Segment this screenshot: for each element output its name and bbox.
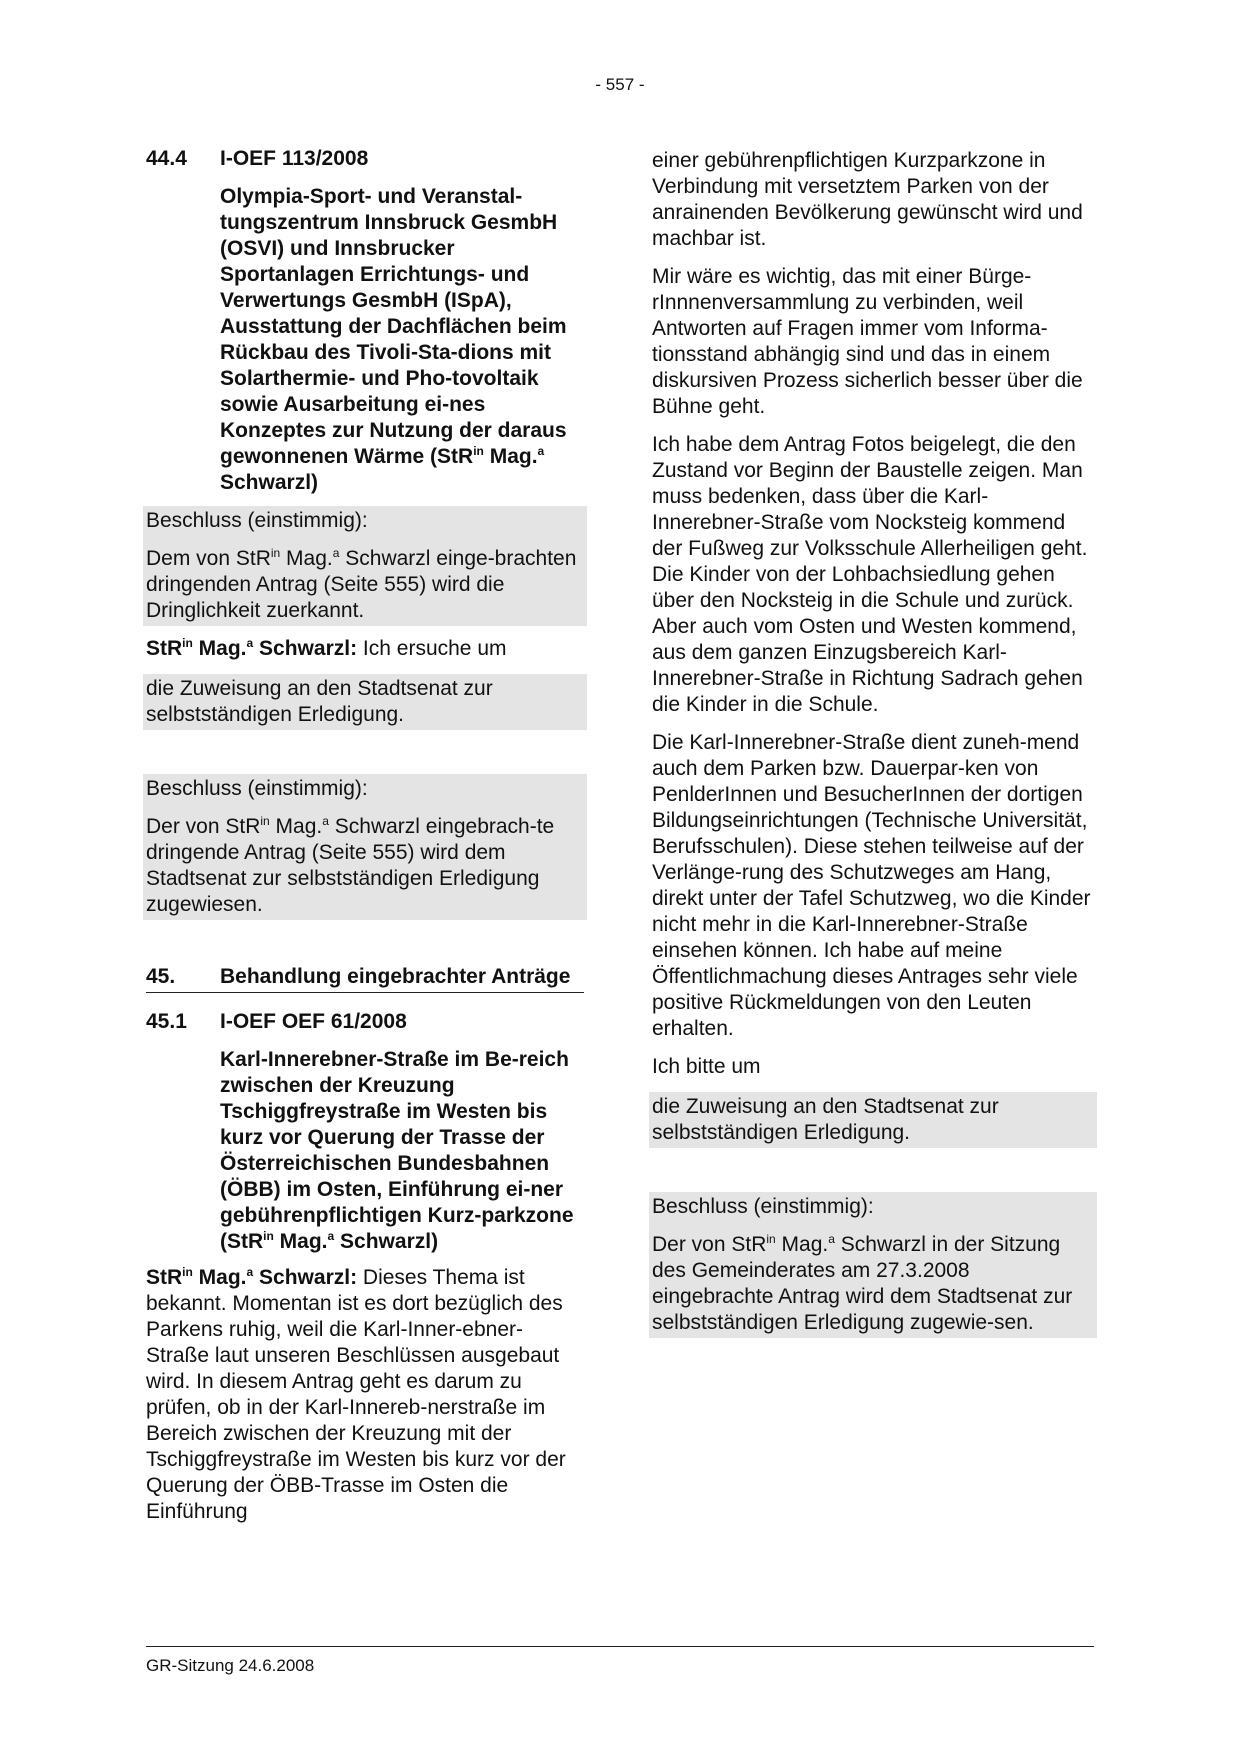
resolution-text: Dem von StR$^{in}$ Mag.$^a$ Schwarzl einge-brachten dringenden Antrag (Seite 555) wird die Dringlichkeit zuerkannt.	[146, 546, 577, 622]
resolution-label: Beschluss (einstimmig):	[652, 1195, 874, 1218]
left-column	[146, 146, 584, 1537]
request-text: die Zuweisung an den Stadtsenat zur selbstständigen Erledigung.	[652, 1095, 999, 1144]
speaker-statement: StR$^{in}$ Mag.$^a$ Schwarzl: Ich ersuche um	[146, 636, 507, 660]
resolution-text: Der von StR$^{in}$ Mag.$^a$ Schwarzl eingebrach-te dringende Antrag (Seite 555) wird dem Stadtsenat zur selbstständigen Erledigung zugewiesen.	[146, 814, 555, 916]
resolution-text: Der von StR$^{in}$ Mag.$^a$ Schwarzl in der Sitzung des Gemeinderates am 27.3.2008 eingebrachte Antrag wird dem Stadtsenat zur selbstständigen Erledigung zugewie-sen.	[652, 1232, 1073, 1334]
section-44-4-title: Olympia-Sport- und Veranstal-tungszentrum Innsbruck GesmbH (OSVI) und Innsbrucker Sportanlagen Errichtungs- und Verwertungs GesmbH (ISpA), Ausstattung der Dachflächen beim Rückbau des Tivoli-Sta-dions mit Solarthermie- und Pho-tovoltaik sowie Ausarbeitung ei-nes Konzeptes zur Nutzung der daraus gewonnenen Wärme (StR$^{in}$ Mag.$^a$ Schwarzl)	[220, 185, 567, 494]
request-text: die Zuweisung an den Stadtsenat zur selbstständigen Erledigung.	[146, 677, 493, 726]
title-text: Olympia-Sport- und Veranstal-tungszentrum Innsbruck GesmbH (OSVI) und Innsbrucker Sportanlagen Errichtungs- und Verwertungs GesmbH (ISpA), Ausstattung der Dachflächen beim Rückbau des Tivoli-Sta-dions mit Solarthermie- und Pho-tovoltaik sowie Ausarbeitung ei-nes Konzeptes zur Nutzung der daraus gewonnenen Wärme	[220, 185, 567, 468]
section-45-1-title: Karl-Innerebner-Straße im Be-reich zwischen der Kreuzung Tschiggfreystraße im Westen bis kurz vor Querung der Trasse der Österreichischen Bundesbahnen (ÖBB) im Osten, Einführung ei-ner gebührenpflichtigen Kurz-parkzone (StR$^{in}$ Mag.$^a$ Schwarzl)	[220, 1048, 574, 1253]
section-reference: I-OEF OEF 61/2008	[220, 1010, 407, 1033]
page-number: - 557 -	[595, 75, 645, 94]
section-number: 44.4	[146, 147, 187, 170]
section-reference: I-OEF 113/2008	[220, 147, 369, 170]
speech-paragraph: Die Karl-Innerebner-Straße dient zuneh-mend auch dem Parken bzw. Dauerpar-ken von PenlderInnen und BesucherInnen der dortigen Bildungseinrichtungen (Technische Universität, Berufsschulen). Diese stehen teilweise auf der Verlänge-rung des Schutzweges am Hang, direkt unter der Tafel Schutzweg, wo die Kinder nicht mehr in die Karl-Innerebner-Straße einsehen können. Ich habe auf meine Öffentlichmachung dieses Antrages sehr viele positive Rückmeldungen von den Leuten erhalten.	[652, 731, 1091, 1040]
speech-paragraph: Ich bitte um	[652, 1055, 761, 1078]
footer: GR-Sitzung 24.6.2008	[146, 1656, 315, 1675]
resolution-block	[143, 506, 587, 626]
title-author: Schwarzl)	[340, 1230, 439, 1253]
section-title: Behandlung eingebrachter Anträge	[220, 965, 571, 988]
footer-divider	[146, 1646, 1094, 1647]
section-45-heading	[146, 964, 584, 993]
resolution-label: Beschluss (einstimmig):	[146, 509, 368, 532]
title-author: Schwarzl)	[220, 471, 319, 494]
request-block	[143, 674, 587, 730]
resolution-label: Beschluss (einstimmig):	[146, 777, 368, 800]
right-column	[652, 148, 1094, 1338]
resolution-block	[143, 774, 587, 920]
speech-paragraph: Ich habe dem Antrag Fotos beigelegt, die den Zustand vor Beginn der Baustelle zeigen. Man muss bedenken, dass über die Karl-Innerebner-Straße vom Nocksteig kommend der Fußweg zur Volksschule Allerheiligen geht. Die Kinder von der Lohbachsiedlung gehen über den Nocksteig in die Schule und zurück. Aber auch vom Osten und Westen kommend, aus dem ganzen Einzugsbereich Karl-Innerebner-Straße in Richtung Sadrach gehen die Kinder in die Schule.	[652, 433, 1088, 716]
resolution-block	[649, 1192, 1097, 1338]
request-block	[649, 1092, 1097, 1148]
section-44-4-heading	[146, 146, 584, 172]
speech-paragraph: StR$^{in}$ Mag.$^a$ Schwarzl: Dieses Thema ist bekannt. Momentan ist es dort bezüglich des Parkens ruhig, weil die Karl-Inner-ebner-Straße laut unseren Beschlüssen ausgebaut wird. In diesem Antrag geht es darum zu prüfen, ob in der Karl-Innereb-nerstraße im Bereich zwischen der Kreuzung mit der Tschiggfreystraße im Westen bis kurz vor der Querung der ÖBB-Trasse im Osten die Einführung	[146, 1265, 566, 1523]
title-text: Karl-Innerebner-Straße im Be-reich zwischen der Kreuzung Tschiggfreystraße im Westen bis kurz vor Querung der Trasse der Österreichischen Bundesbahnen (ÖBB) im Osten, Einführung ei-ner gebührenpflichtigen Kurz-parkzone	[220, 1048, 574, 1227]
speech-paragraph: einer gebührenpflichtigen Kurzparkzone in Verbindung mit versetztem Parken von der anrainenden Bevölkerung gewünscht wird und machbar ist.	[652, 149, 1083, 250]
section-number: 45.	[146, 965, 176, 988]
section-number: 45.1	[146, 1010, 187, 1033]
speech-paragraph: Mir wäre es wichtig, das mit einer Bürge-rInnnenversammlung zu verbinden, weil Antworten auf Fragen immer vom Informa-tionsstand abhängig sind und das in einem diskursiven Prozess sicherlich besser über die Bühne geht.	[652, 265, 1083, 418]
section-45-1-heading	[146, 1009, 584, 1035]
